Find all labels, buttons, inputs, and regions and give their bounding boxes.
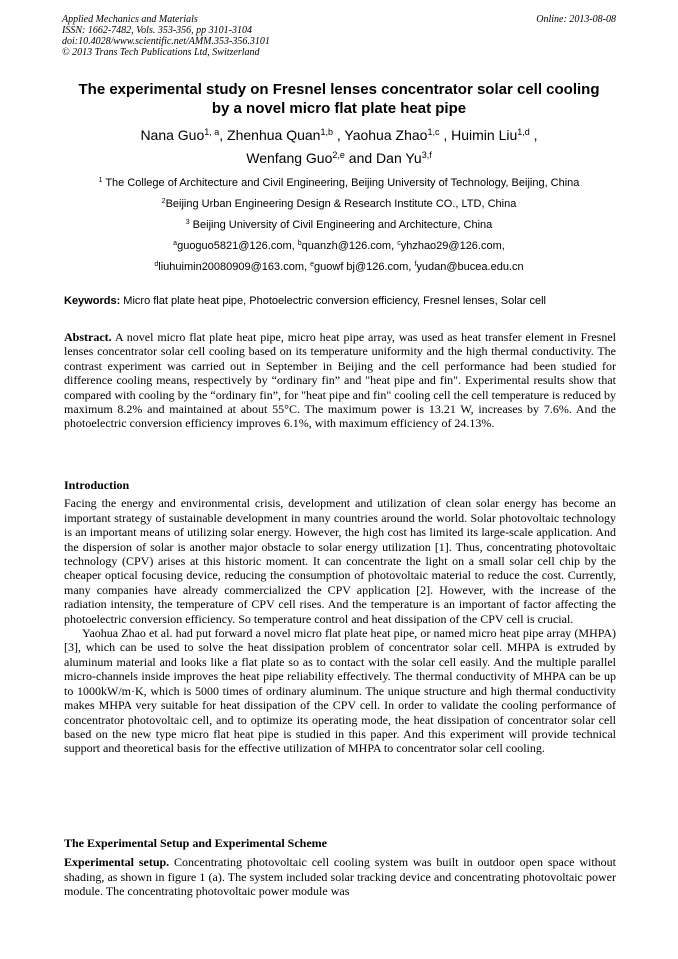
- email-sup: c: [397, 240, 401, 247]
- abstract-label: Abstract.: [64, 330, 112, 344]
- title-line-1: The experimental study on Fresnel lenses concentrator solar cell cooling: [78, 81, 600, 98]
- email-address: quanzh@126.com,: [301, 240, 398, 252]
- email-address: yhzhao29@126.com,: [400, 240, 505, 252]
- email-address: guoguo5821@126.com,: [177, 240, 298, 252]
- email-line-2: [58, 260, 620, 274]
- email-sup: d: [154, 261, 159, 268]
- affiliation-text: Beijing Urban Engineering Design & Research Institute CO., LTD, China: [165, 198, 517, 210]
- setup-heading: The Experimental Setup and Experimental Scheme: [64, 836, 327, 850]
- email-address: liuhuimin20080909@163.com,: [158, 261, 311, 273]
- abstract: [64, 330, 616, 431]
- affiliation-3: [58, 218, 620, 232]
- authors-line-1: [58, 124, 620, 147]
- author-affil-sup: 1,d: [517, 127, 530, 137]
- introduction-heading: Introduction: [64, 478, 130, 492]
- introduction-section: [64, 478, 616, 756]
- affiliation-text: The College of Architecture and Civil Engineering, Beijing University of Technology, Beijing, China: [102, 177, 580, 189]
- journal-header: [62, 14, 616, 58]
- journal-name: Applied Mechanics and Materials: [62, 14, 198, 25]
- email-sup: b: [297, 240, 302, 247]
- doi-line: doi:10.4028/www.scientific.net/AMM.353-356.3101: [62, 36, 270, 47]
- email-address: yudan@bucea.edu.cn: [416, 261, 524, 273]
- author-name: and Dan Yu: [344, 150, 422, 166]
- introduction-paragraph-1: Facing the energy and environmental crisis, development and utilization of clean solar energy has become an important strategy of sustainable development in many countries around the world. Solar photovoltaic technology is an important means of utilizing solar energy. However, the high cost has limited its large-scale application. And the dispersion of solar is another major obstacle to solar energy utilization [1]. Thus, concentrating photovoltaic technology (CPV) arises at this historic moment. It can concentrate the light on a small solar cell chip by the cheaper optical focusing device, reducing the consumption of photovoltaic material to reduce the cost. Currently, many companies have already commercialized the CPV application [2]. However, with the increase of the radiation intensity, the temperature of CPV cell rises. And the temperature is an important of factor affecting the photoelectric conversion efficiency. So temperature control and heat dissipation of the CPV cell is crucial.: [64, 496, 616, 626]
- email-address: guowf bj@126.com,: [314, 261, 415, 273]
- author-affil-sup: 1,b: [320, 127, 333, 137]
- affiliation-text: Beijing University of Civil Engineering and Architecture, China: [189, 219, 493, 231]
- keywords: [64, 294, 624, 308]
- affiliation-2: [58, 197, 620, 211]
- paper-title: [58, 80, 620, 118]
- setup-label: Experimental setup.: [64, 855, 170, 870]
- setup-text: Concentrating photovoltaic cell cooling system was built in outdoor open space without shading, as shown in figure 1 (a). The system included solar tracking device and concentrating photovoltaic power module. The concentrating photovoltaic power module was: [64, 855, 616, 899]
- issn-line: ISSN: 1662-7482, Vols. 353-356, pp 3101-3104: [62, 25, 252, 36]
- author-name: Wenfang Guo: [246, 150, 333, 166]
- introduction-paragraph-2: Yaohua Zhao et al. had put forward a novel micro flat plate heat pipe, or named micro heat pipe array (MHPA) [3], which can be used to solve the heat dissipation problem of concentrator solar cell. MHPA is extruded by aluminum material and looks like a flat plate so as to contact with the solar cell easily. And the multiple parallel micro-channels inside improves the heat pipe reliability effectively. The thermal conductivity of MHPA can be up to 1000kW/m·K, which is 5000 times of ordinary aluminum. The unique structure and high thermal conductivity makes MHPA very suitable for heat dissipation of the CPV cell. In order to validate the cooling performance of concentrator photovoltaic cell, and to optimize its operating mode, the heat dissipation of concentrator solar cell based on the new type micro flat heat pipe is studied in this paper. And this experiment will provide technical support and theoretical basis for the effective utilization of MHPA to concentrator solar cell cooling.: [64, 626, 616, 756]
- author-affil-sup: 2,e: [332, 150, 345, 160]
- abstract-text: A novel micro flat plate heat pipe, micro heat pipe array, was used as heat transfer element in Fresnel lenses concentrator solar cell cooling based on its temperature uniformity and the high thermal conductivity. The contrast experiment was carried out in September in Beijing and the cell performance had been studied for difference cooling means, respectively by “ordinary fin” and "heat pipe and fin". Experimental results show that compared with cooling by the “ordinary fin”, for "heat pipe and fin" cooling cell the cell temperature is reduced by maximum 8.2% and maintained at about 55°C. The maximum power is 13.21 W, increases by 7.6%. And the photoelectric conversion efficiency improves 6.1%, with maximum efficiency of 24.13%.: [64, 330, 616, 431]
- copyright-line: © 2013 Trans Tech Publications Ltd, Switzerland: [62, 47, 260, 58]
- email-line-1: [58, 239, 620, 253]
- affiliation-sup: 2: [161, 198, 166, 205]
- author-affil-sup: 1,c: [427, 127, 440, 137]
- online-date: Online: 2013-08-08: [536, 14, 616, 25]
- email-sup: a: [173, 240, 178, 247]
- keywords-text: Micro flat plate heat pipe, Photoelectric conversion efficiency, Fresnel lenses, Solar cell: [120, 295, 546, 307]
- authors-line-2: [58, 147, 620, 170]
- author-separator: ,: [529, 127, 538, 143]
- setup-paragraph: [64, 855, 616, 898]
- affiliation-1: [58, 176, 620, 190]
- affiliation-sup: 1: [98, 177, 103, 184]
- affiliation-sup: 3: [185, 219, 190, 226]
- author-name: Nana Guo: [140, 127, 205, 143]
- author-name: , Yaohua Zhao: [332, 127, 428, 143]
- setup-section: [64, 836, 616, 899]
- author-name: , Huimin Liu: [439, 127, 518, 143]
- author-affil-sup: 3,f: [421, 150, 432, 160]
- keywords-label: Keywords:: [64, 295, 121, 307]
- author-list: [58, 124, 620, 170]
- email-sup: e: [310, 261, 315, 268]
- title-line-2: by a novel micro flat plate heat pipe: [211, 100, 467, 117]
- author-affil-sup: 1, a: [204, 127, 220, 137]
- author-name: , Zhenhua Quan: [219, 127, 321, 143]
- email-sup: f: [414, 261, 417, 268]
